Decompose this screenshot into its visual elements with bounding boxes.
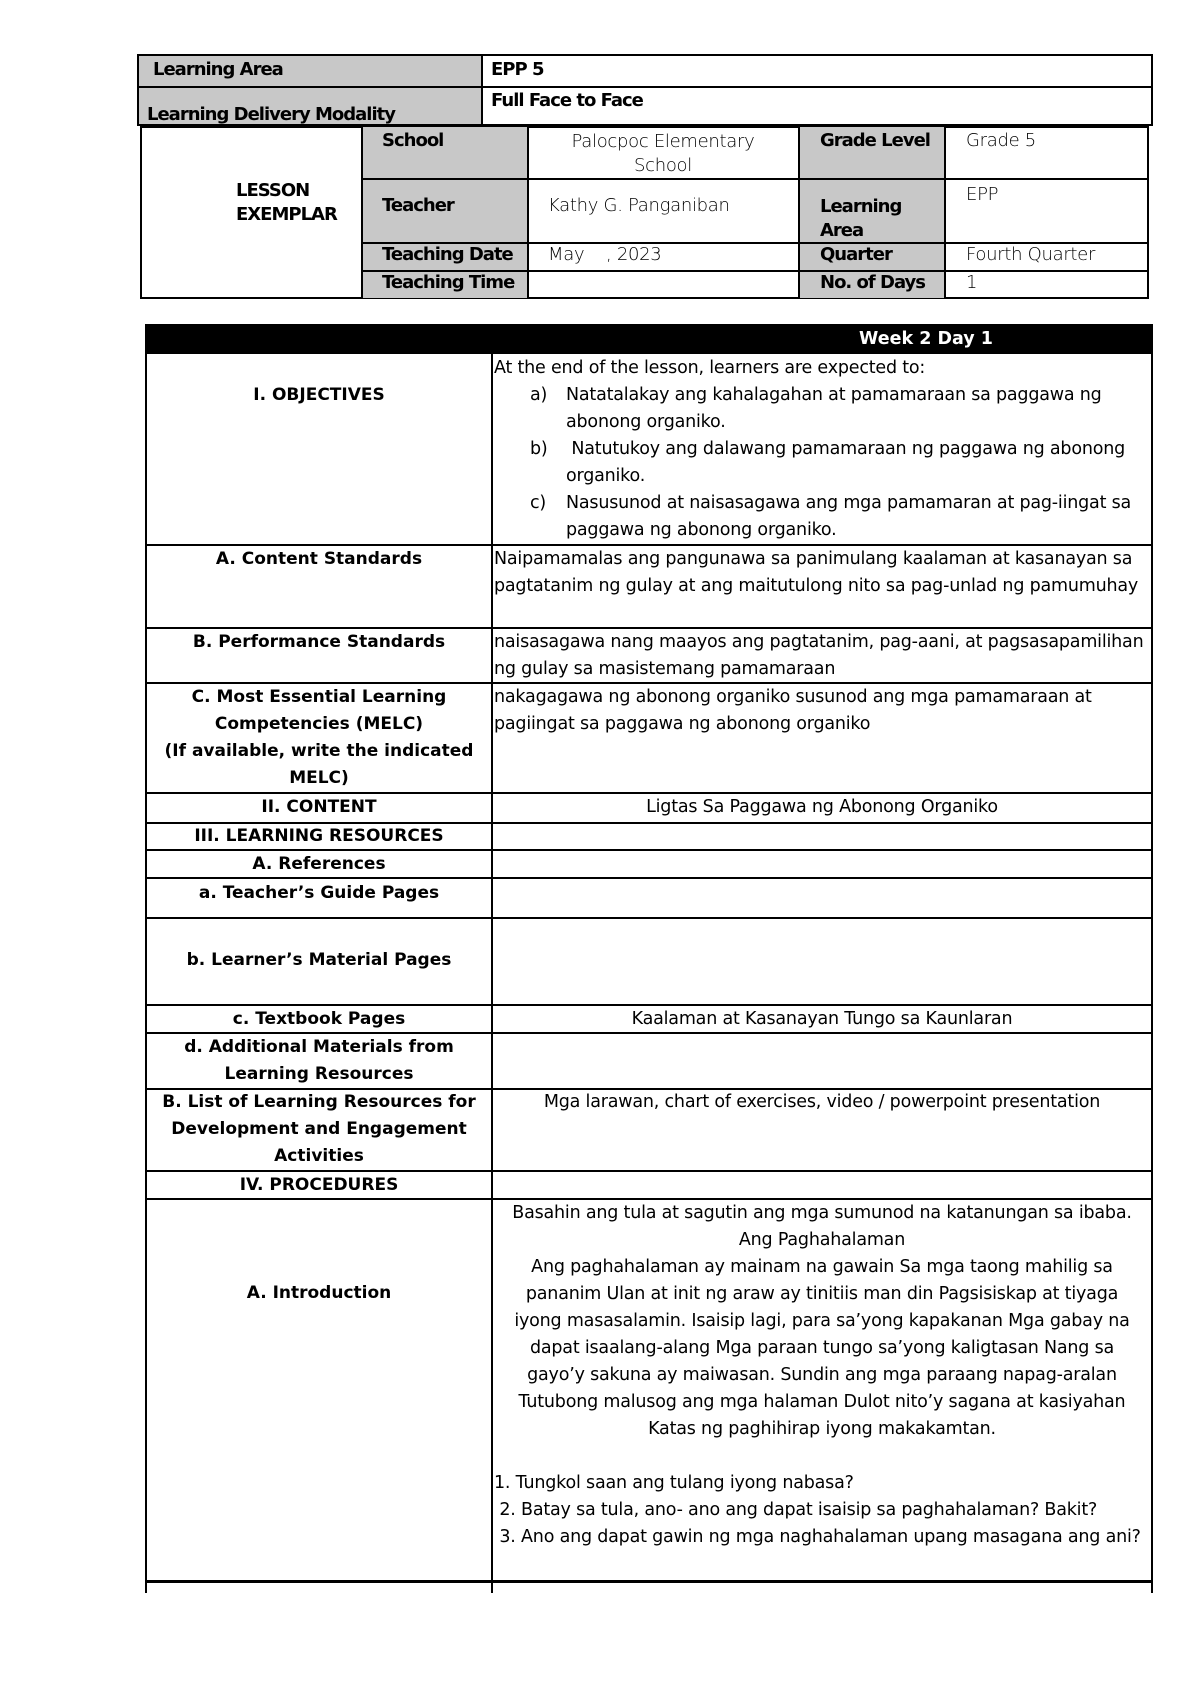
objective-marker: c): [530, 493, 547, 513]
content-standards-label: A. Content Standards: [215, 549, 423, 569]
question-item: 1. Tungkol saan ang tulang iyong nabasa?: [494, 1473, 854, 1493]
poem-line: dapat isaalang-alang Mga paraan tungo sa’yong kaligtasan Nang sa: [529, 1338, 1115, 1358]
objective-marker: b): [530, 439, 548, 459]
learning-area-2-label: Learning Area: [820, 196, 902, 241]
objective-text: Nasusunod at naisasagawa ang mga pamamaran at pag-iingat sa paggawa ng abonong organiko.: [566, 493, 1132, 540]
objectives-intro: At the end of the lesson, learners are expected to:: [494, 358, 926, 378]
question-item: 3. Ano ang dapat gawin ng mga naghahalaman upang masagana ang ani?: [494, 1527, 1141, 1547]
exemplar-line-1: LESSON: [236, 180, 310, 201]
quarter-value: Fourth Quarter: [966, 244, 1096, 265]
poem-line: gayo’y sakuna ay maiwasan. Sundin ang mga paraang napag-aralan: [527, 1365, 1117, 1385]
poem-line: Katas ng paghihirap iyong makakamtan.: [648, 1419, 996, 1439]
teachers-guide-label: a. Teacher’s Guide Pages: [198, 883, 440, 903]
melc-label-line: (If available, write the indicated: [164, 741, 474, 761]
learning-area-label-cell: [137, 54, 481, 88]
objective-item: [494, 436, 1150, 490]
content-label: II. CONTENT: [261, 797, 377, 817]
list-of-resources-label: [147, 1089, 491, 1170]
objectives-list: [494, 382, 1150, 544]
additional-label-line: Learning Resources: [224, 1064, 414, 1084]
additional-label-line: d. Additional Materials from: [184, 1037, 454, 1057]
poem-line: iyong masasalamin. Isaisip lagi, para sa’yong kapakanan Mga gabay na: [514, 1311, 1130, 1331]
learning-area-value-cell: [481, 54, 1153, 88]
objective-text: Natutukoy ang dalawang pamamaraan ng paggawa ng abonong organiko.: [566, 439, 1131, 486]
content-value: Ligtas Sa Paggawa ng Abonong Organiko: [646, 797, 998, 817]
teaching-date-value: May , 2023: [548, 244, 662, 265]
modality-value-cell: [481, 86, 1153, 126]
performance-standards-label: B. Performance Standards: [192, 632, 446, 652]
quarter-label: Quarter: [820, 244, 892, 265]
list-of-resources-value: Mga larawan, chart of exercises, video / powerpoint presentation: [543, 1092, 1101, 1112]
intro-line: Basahin ang tula at sagutin ang mga sumunod na katanungan sa ibaba.: [512, 1203, 1132, 1223]
school-value: Palocpoc Elementary School: [571, 131, 755, 176]
textbook-label: c. Textbook Pages: [232, 1009, 406, 1029]
teacher-label: Teacher: [382, 195, 454, 216]
exemplar-line-2: EXEMPLAR: [236, 204, 337, 225]
poem-line: pananim Ulan at init ng araw ay tinitiis man din Pagsisiskap at tiyaga: [525, 1284, 1119, 1304]
learning-area-2-value: EPP: [966, 184, 999, 205]
introduction-label: A. Introduction: [246, 1283, 392, 1303]
no-of-days-label: No. of Days: [820, 272, 925, 293]
week-day-bar: [146, 324, 1152, 354]
poem-block: [494, 1200, 1150, 1443]
week-day-label: Week 2 Day 1: [859, 329, 993, 349]
objectives-label: I. OBJECTIVES: [253, 385, 385, 405]
list-label-line: Activities: [274, 1146, 364, 1166]
teacher-value: Kathy G. Panganiban: [548, 195, 730, 216]
learning-area-label: Learning Area: [153, 59, 283, 80]
learning-area-value: EPP 5: [491, 59, 544, 80]
list-label-line: Development and Engagement: [171, 1119, 467, 1139]
lesson-exemplar-title: [236, 179, 337, 227]
school-label: School: [382, 130, 444, 151]
questions-block: [494, 1470, 1150, 1551]
list-label-line: B. List of Learning Resources for: [162, 1092, 476, 1112]
objective-text: Natatalakay ang kahalagahan at pamamaraan sa paggawa ng abonong organiko.: [566, 385, 1102, 432]
melc-label-line: Competencies (MELC): [214, 714, 424, 734]
melc-label: [147, 684, 491, 792]
modality-value: Full Face to Face: [491, 90, 643, 111]
teaching-date-label: Teaching Date: [382, 244, 513, 265]
objective-item: [494, 382, 1150, 436]
modality-label-cell: [137, 86, 481, 126]
learning-resources-label: III. LEARNING RESOURCES: [194, 826, 444, 846]
introduction-cell: [494, 1200, 1150, 1551]
question-item: 2. Batay sa tula, ano- ano ang dapat isaisip sa paghahalaman? Bakit?: [494, 1500, 1098, 1520]
procedures-label: IV. PROCEDURES: [239, 1175, 399, 1195]
additional-materials-label: [147, 1034, 491, 1088]
poem-line: Ang paghahalaman ay mainam na gawain Sa mga taong mahilig sa: [531, 1257, 1113, 1277]
no-of-days-value: 1: [966, 272, 978, 293]
teaching-time-label: Teaching Time: [382, 272, 515, 293]
poem-line: Tutubong malusog ang mga halaman Dulot nito’y sagana at kasiyahan: [518, 1392, 1126, 1412]
poem-title: Ang Paghahalaman: [738, 1230, 906, 1250]
grade-level-value: Grade 5: [966, 130, 1036, 151]
references-label: A. References: [252, 854, 386, 874]
content-standards-value: Naipamamalas ang pangunawa sa panimulang kaalaman at kasanayan sa pagtatanim ng gulay at ang maitutulong nito sa pag-unlad ng pamumuhay: [494, 549, 1139, 596]
melc-value: nakagagawa ng abonong organiko susunod ang mga pamamaraan at pagiingat sa paggawa ng abonong organiko: [494, 687, 1092, 734]
modality-label: Learning Delivery Modality: [147, 104, 395, 125]
objective-item: [494, 490, 1150, 544]
grade-level-label: Grade Level: [820, 130, 930, 151]
performance-standards-value: naisasagawa nang maayos ang pagtatanim, pag-aani, at pagsasapamilihan ng gulay sa masistemang pamamaraan: [494, 632, 1144, 679]
learners-material-label: b. Learner’s Material Pages: [186, 950, 452, 970]
melc-label-line: MELC): [289, 768, 349, 788]
textbook-value: Kaalaman at Kasanayan Tungo sa Kaunlaran: [631, 1009, 1013, 1029]
objectives-cell: [494, 355, 1150, 544]
objective-marker: a): [530, 385, 548, 405]
melc-label-line: C. Most Essential Learning: [191, 687, 447, 707]
